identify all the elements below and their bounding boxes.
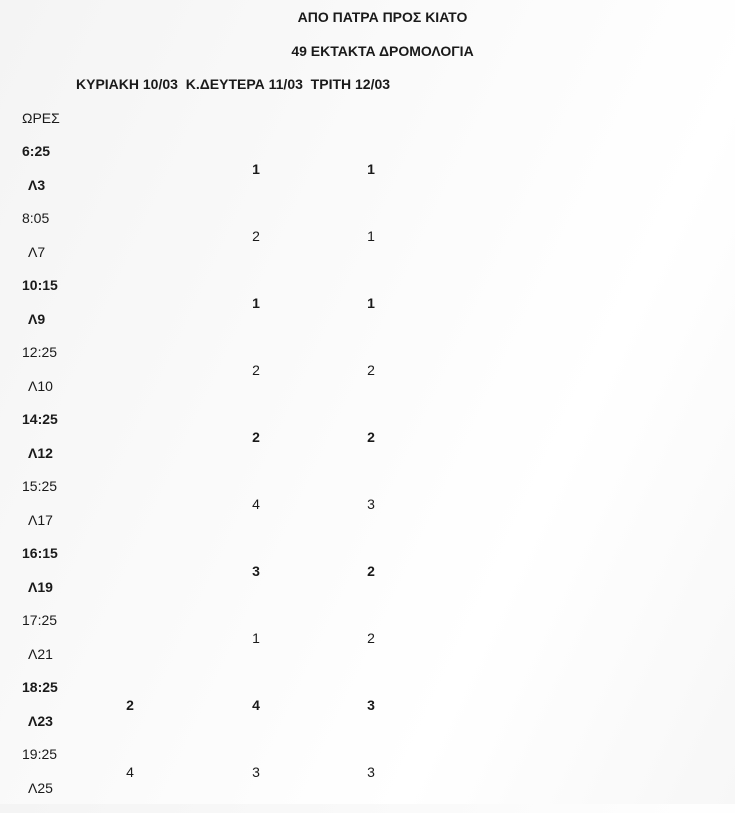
page-title: ΑΠΟ ΠΑΤΡΑ ΠΡΟΣ ΚΙΑΤΟ [297,9,468,25]
departure-time: 6:25 [22,143,51,159]
tuesday-count: 2 [367,563,375,579]
tuesday-count: 1 [367,295,375,311]
table-row [0,746,735,813]
tuesday-count: 1 [367,161,375,177]
tuesday-count: 3 [367,496,375,512]
departure-time: 12:25 [22,344,58,360]
tuesday-count: 2 [367,362,375,378]
monday-count: 2 [252,362,260,378]
table-row [0,411,735,478]
tuesday-count: 3 [367,764,375,780]
table-row [0,478,735,545]
route-line: Λ9 [28,311,46,327]
hours-label: ΩΡΕΣ [22,110,60,126]
table-row [0,612,735,679]
day-columns-header: ΚΥΡΙΑΚΗ 10/03 Κ.ΔΕΥΤΕΡΑ 11/03 ΤΡΙΤΗ 12/03 [76,76,391,92]
monday-count: 1 [252,295,260,311]
table-row [0,277,735,344]
route-line: Λ17 [28,512,53,528]
tuesday-count: 3 [367,697,375,713]
route-line: Λ25 [28,780,53,796]
route-line: Λ3 [28,177,46,193]
monday-count: 2 [252,429,260,445]
route-line: Λ21 [28,646,53,662]
monday-count: 3 [252,764,260,780]
departure-time: 17:25 [22,612,58,628]
table-row [0,210,735,277]
route-line: Λ23 [28,713,53,729]
route-line: Λ10 [28,378,53,394]
table-row [0,679,735,746]
table-row [0,545,735,612]
departure-time: 18:25 [22,679,58,695]
tuesday-count: 2 [367,630,375,646]
route-line: Λ19 [28,579,53,595]
departure-time: 10:15 [22,277,58,293]
monday-count: 1 [252,630,260,646]
table-row [0,344,735,411]
route-line: Λ12 [28,445,53,461]
tuesday-count: 1 [367,228,375,244]
table-row [0,143,735,210]
monday-count: 1 [252,161,260,177]
route-line: Λ7 [28,244,46,260]
departure-time: 8:05 [22,210,50,226]
sunday-count: 2 [126,697,134,713]
monday-count: 4 [252,697,260,713]
departure-time: 19:25 [22,746,58,762]
sunday-count: 4 [126,764,134,780]
monday-count: 4 [252,496,260,512]
departure-time: 16:15 [22,545,58,561]
tuesday-count: 2 [367,429,375,445]
departure-time: 15:25 [22,478,58,494]
monday-count: 2 [252,228,260,244]
page-subtitle: 49 ΕΚΤΑΚΤΑ ΔΡΟΜΟΛΟΓΙΑ [291,43,474,59]
monday-count: 3 [252,563,260,579]
departure-time: 14:25 [22,411,58,427]
